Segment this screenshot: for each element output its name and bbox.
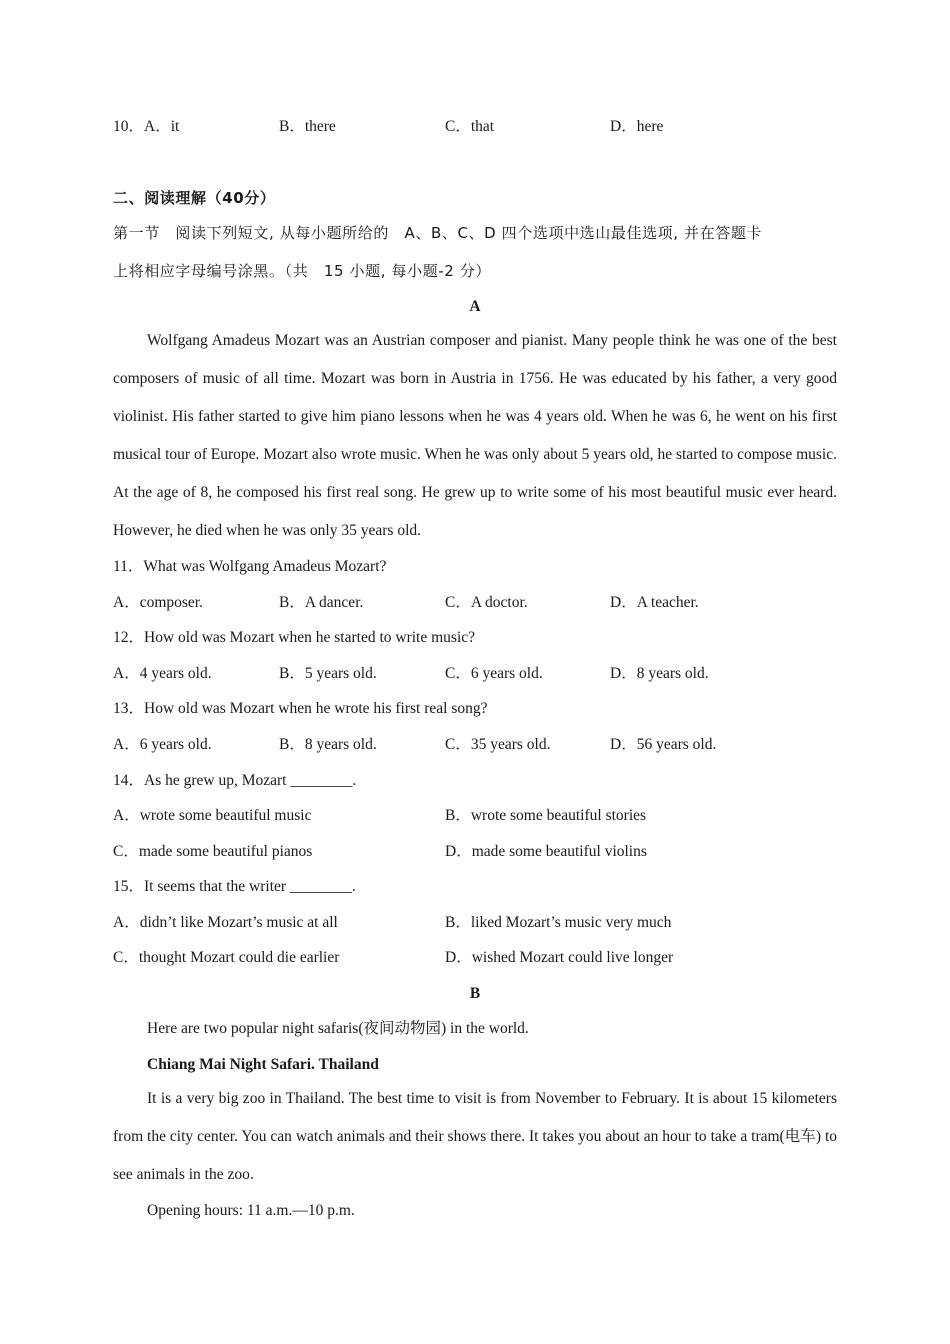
q13-option-d[interactable]: D．56 years old. [610, 736, 717, 753]
q11-option-b[interactable]: B．A dancer. [279, 594, 364, 611]
q13-stem: 13．How old was Mozart when he wrote his first real song? [113, 700, 488, 717]
passage-b-hours: Opening hours: 11 a.m.—10 p.m. [147, 1202, 355, 1219]
q14-option-b[interactable]: B．wrote some beautiful stories [445, 807, 647, 824]
q15-option-b[interactable]: B．liked Mozart’s music very much [445, 914, 672, 931]
q14-option-a[interactable]: A．wrote some beautiful music [113, 807, 312, 824]
q12-option-c[interactable]: C．6 years old. [445, 665, 543, 682]
q15-option-d[interactable]: D．wished Mozart could live longer [445, 949, 674, 966]
q14-option-c[interactable]: C．made some beautiful pianos [113, 843, 313, 860]
q12-stem: 12．How old was Mozart when he started to write music? [113, 629, 476, 646]
q14-option-d[interactable]: D．made some beautiful violins [445, 843, 647, 860]
q10-option-a[interactable]: 10．A．it [113, 118, 180, 135]
passage-b-label: B [469, 985, 481, 1002]
q10-option-d[interactable]: D．here [610, 118, 664, 135]
q11-stem: 11．What was Wolfgang Amadeus Mozart? [113, 558, 387, 575]
q11-option-d[interactable]: D．A teacher. [610, 594, 699, 611]
q11-option-c[interactable]: C．A doctor. [445, 594, 528, 611]
passage-b-title: Chiang Mai Night Safari. Thailand [147, 1056, 379, 1073]
q10-option-b[interactable]: B．there [279, 118, 336, 135]
passage-a-label: A [469, 298, 481, 315]
q13-option-b[interactable]: B．8 years old. [279, 736, 377, 753]
section-instructions-line2: 上将相应字母编号涂黑。（共 15 小题, 每小题-2 分） [113, 262, 492, 280]
q10-number: 10． [113, 118, 145, 135]
q12-option-b[interactable]: B．5 years old. [279, 665, 377, 682]
passage-a-text: Wolfgang Amadeus Mozart was an Austrian composer and pianist. Many people think he was one of the best composers of music of all time. Mozart was born in Austria in 1756. He was educated by his father, a very good violinist. His father started to give him piano lessons when he was 4 years old. When he was 6, he went on his first musical tour of Europe. Mozart also wrote music. When he was only about 5 years old, he started to compose music. At the age of 8, he composed his first real song. He grew up to write some of his most beautiful music ever heard. However, he died when he was only 35 years old. [113, 332, 837, 539]
section-heading: 二、阅读理解（40分） [113, 189, 276, 207]
passage-b-intro: Here are two popular night safaris(夜间动物园) in the world. [147, 1020, 529, 1037]
q12-option-d[interactable]: D．8 years old. [610, 665, 709, 682]
q14-stem: 14．As he grew up, Mozart ________. [113, 772, 357, 789]
q15-option-c[interactable]: C．thought Mozart could die earlier [113, 949, 340, 966]
q10-option-c[interactable]: C．that [445, 118, 495, 135]
q13-option-c[interactable]: C．35 years old. [445, 736, 551, 753]
q15-option-a[interactable]: A．didn’t like Mozart’s music at all [113, 914, 338, 931]
q13-option-a[interactable]: A．6 years old. [113, 736, 212, 753]
q15-stem: 15．It seems that the writer ________. [113, 878, 356, 895]
q12-option-a[interactable]: A．4 years old. [113, 665, 212, 682]
q11-option-a[interactable]: A．composer. [113, 594, 203, 611]
section-instructions-line1: 第一节 阅读下列短文, 从每小题所给的 A、B、C、D 四个选项中选山最佳选项, 并在答题卡 [113, 224, 763, 242]
passage-b-text: It is a very big zoo in Thailand. The best time to visit is from November to February. It is about 15 kilometers from the city center. You can watch animals and their shows there. It takes you about an hour to take a tram(电车) to see animals in the zoo. [113, 1090, 837, 1183]
